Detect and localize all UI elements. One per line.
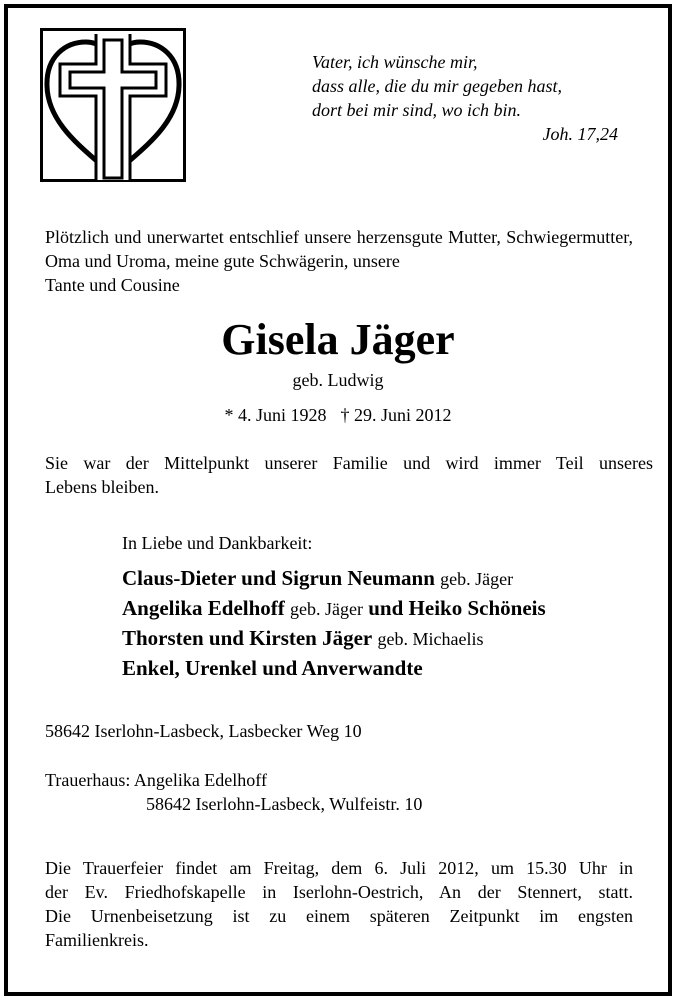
intro-line: Schwiegermutter, Oma und Uroma, meine gute Schwägerin, unsere	[45, 227, 633, 271]
service-line: Die Urnenbeisetzung ist zu einem späteren Zeitpunkt im engsten	[45, 906, 633, 926]
maiden-name: geb. Ludwig	[292, 370, 384, 390]
intro-text	[45, 225, 633, 297]
mourning-house	[45, 768, 422, 816]
tribute-text	[45, 451, 653, 499]
bible-verse	[312, 50, 622, 146]
service-info	[45, 856, 633, 952]
heart-cross-icon	[40, 28, 186, 182]
death-date: † 29. Juni 2012	[340, 405, 452, 425]
mourner-note: geb. Jäger	[440, 569, 514, 589]
service-line: Familienkreis.	[45, 930, 149, 950]
verse-line: Vater, ich wünsche mir,	[312, 52, 478, 72]
mourners-list	[122, 564, 546, 683]
intro-line: Plötzlich und unerwartet entschlief unsere herzensgute Mutter,	[45, 227, 501, 247]
verse-line: dort bei mir sind, wo ich bin.	[312, 100, 522, 120]
mourner-names: Enkel, Urenkel und Anverwandte	[122, 656, 423, 680]
mourner-names: Thorsten und Kirsten Jäger	[122, 626, 373, 650]
service-line: der Ev. Friedhofskapelle in Iserlohn-Oestrich, An der Stennert, statt.	[45, 882, 633, 902]
mourner-names: Claus-Dieter und Sigrun Neumann	[122, 566, 435, 590]
verse-reference: Joh. 17,24	[542, 124, 618, 144]
tribute-line: Sie war der Mittelpunkt unserer Familie und wird immer Teil unseres	[45, 453, 653, 473]
birth-date: * 4. Juni 1928	[224, 405, 327, 425]
family-address: 58642 Iserlohn-Lasbeck, Lasbecker Weg 10	[45, 721, 362, 741]
mourner-row	[122, 654, 546, 683]
mourner-names: Angelika Edelhoff	[122, 596, 285, 620]
mourners-heading: In Liebe und Dankbarkeit:	[122, 533, 313, 553]
mourner-row	[122, 624, 546, 654]
intro-line: Tante und Cousine	[45, 275, 180, 295]
verse-line: dass alle, die du mir gegeben hast,	[312, 76, 562, 96]
mourner-row	[122, 564, 546, 594]
mourner-row	[122, 594, 546, 624]
life-dates	[0, 403, 676, 427]
mourning-house-address: 58642 Iserlohn-Lasbeck, Wulfeistr. 10	[146, 794, 423, 814]
mourner-note: geb. Jäger	[290, 599, 363, 619]
tribute-line: Lebens bleiben.	[45, 477, 159, 497]
mourner-note: geb. Michaelis	[377, 629, 484, 649]
mourning-house-line: Trauerhaus: Angelika Edelhoff	[45, 770, 267, 790]
deceased-name: Gisela Jäger	[221, 315, 455, 364]
service-line: Die Trauerfeier findet am Freitag, dem 6. Juli 2012, um 15.30 Uhr in	[45, 858, 633, 878]
mourner-names: und Heiko Schöneis	[368, 596, 546, 620]
